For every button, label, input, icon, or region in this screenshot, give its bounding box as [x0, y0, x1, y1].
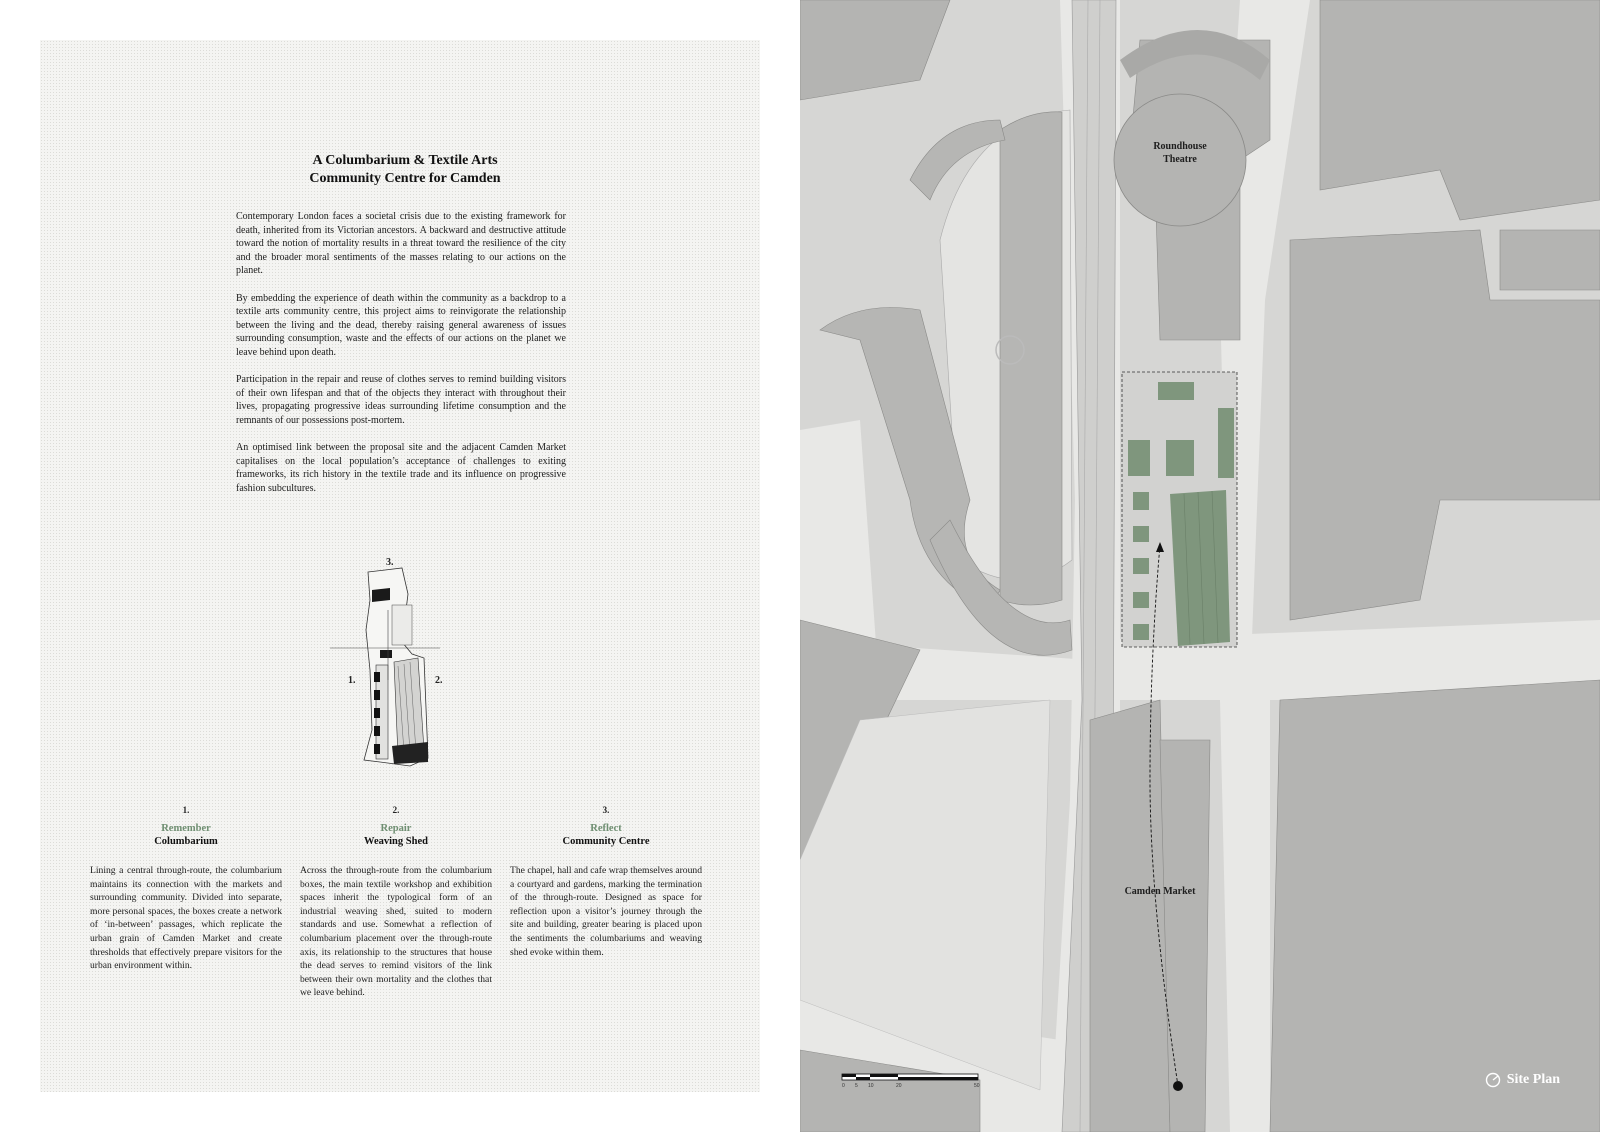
- column-heading: Reflect: [590, 823, 622, 834]
- scale-bar: [842, 1074, 978, 1080]
- scale-label: 5: [855, 1083, 858, 1089]
- column-heading: Repair: [380, 823, 412, 834]
- diagram-label-1: 1.: [348, 675, 356, 686]
- axonometric-diagram: [320, 550, 480, 780]
- column-text: Across the through-route from the columbarium boxes, the main textile workshop and exhibition spaces inherit the typological form of an industrial weaving shed, suited to modern standards and use. Somewhat a reflection of columbarium placement over the through-route axis, its relationship to the structures that house the dead serves to remind visitors of the link between their own mortality and the clothes that we leave behind.: [300, 865, 492, 999]
- column-heading: Remember: [161, 823, 211, 834]
- column-text: Lining a central through-route, the columbarium maintains its connection with the markets and surrounding community. Divided into separate, more personal spaces, the boxes create a network of ‘in-between’ passages, which replicate the urban grain of Camden Market and create thresholds that effectively prepare visitors for the urban environment within.: [90, 865, 282, 972]
- diagram-drawing: [330, 568, 440, 766]
- column-number: 2.: [392, 805, 400, 815]
- site-plan-title: [1485, 1072, 1560, 1088]
- column-reflect: [510, 805, 702, 959]
- title-line-1: A Columbarium & Textile Arts: [312, 153, 498, 168]
- title-line-2: Community Centre for Camden: [309, 171, 501, 186]
- page-title: [240, 152, 570, 188]
- roundhouse-label: [1135, 140, 1225, 166]
- diagram-label-2: 2.: [435, 675, 443, 686]
- intro-paragraph: Participation in the repair and reuse of clothes serves to remind building visitors of their own lifespan and that of the objects they interact with throughout their lives, propagating progressive ideas surrounding lifetime consumption and the remnants of our possessions post-mortem.: [236, 374, 566, 426]
- text-panel: [40, 40, 760, 1092]
- site-plan-map: [800, 0, 1600, 1132]
- scale-label: 50: [974, 1083, 980, 1089]
- column-number: 3.: [602, 805, 610, 815]
- scale-label: 0: [842, 1083, 845, 1089]
- scale-bar-labels: [842, 1083, 982, 1093]
- camden-market-label: Camden Market: [1124, 886, 1196, 897]
- intro-text: [236, 210, 566, 509]
- column-subtitle: Columbarium: [154, 836, 218, 847]
- intro-paragraph: By embedding the experience of death within the community as a backdrop to a textile arts community centre, this project aims to reinvigorate the relationship between the living and the dead, thereby raising general awareness of issues surrounding consumption, waste and the effects of our actions on the planet we leave behind upon death.: [236, 292, 566, 358]
- column-subtitle: Weaving Shed: [364, 836, 428, 847]
- diagram-label-3: 3.: [386, 557, 394, 568]
- column-text: The chapel, hall and cafe wrap themselves around a courtyard and gardens, marking the termination of the through-route. Designed as space for reflection upon a visitor’s journey through the site and building, greater bearing is placed upon the sentiments the columbariums and weaving shed evoke within them.: [510, 865, 702, 958]
- site-plan-drawing: [800, 0, 1600, 1132]
- scale-label: 10: [868, 1083, 874, 1089]
- column-remember: [90, 805, 282, 973]
- column-number: 1.: [182, 805, 190, 815]
- roundhouse-label-line-2: Theatre: [1163, 154, 1197, 165]
- roundhouse-label-line-1: Roundhouse: [1153, 141, 1207, 152]
- column-subtitle: Community Centre: [562, 836, 650, 847]
- column-repair: [300, 805, 492, 1000]
- intro-paragraph: An optimised link between the proposal site and the adjacent Camden Market capitalises on the local population’s acceptance of challenges to exiting frameworks, its rich history in the textile trade and its influence on progressive fashion subcultures.: [236, 442, 566, 494]
- intro-paragraph: Contemporary London faces a societal crisis due to the existing framework for death, inherited from its Victorian ancestors. A backward and destructive attitude toward the notion of mortality results in a threat toward the resilience of the city and the broader moral sentiments of the masses relating to our actions on the planet.: [236, 211, 566, 277]
- site-plan-label: Site Plan: [1506, 1072, 1560, 1087]
- compass-icon: [1485, 1072, 1501, 1088]
- scale-label: 20: [896, 1083, 902, 1089]
